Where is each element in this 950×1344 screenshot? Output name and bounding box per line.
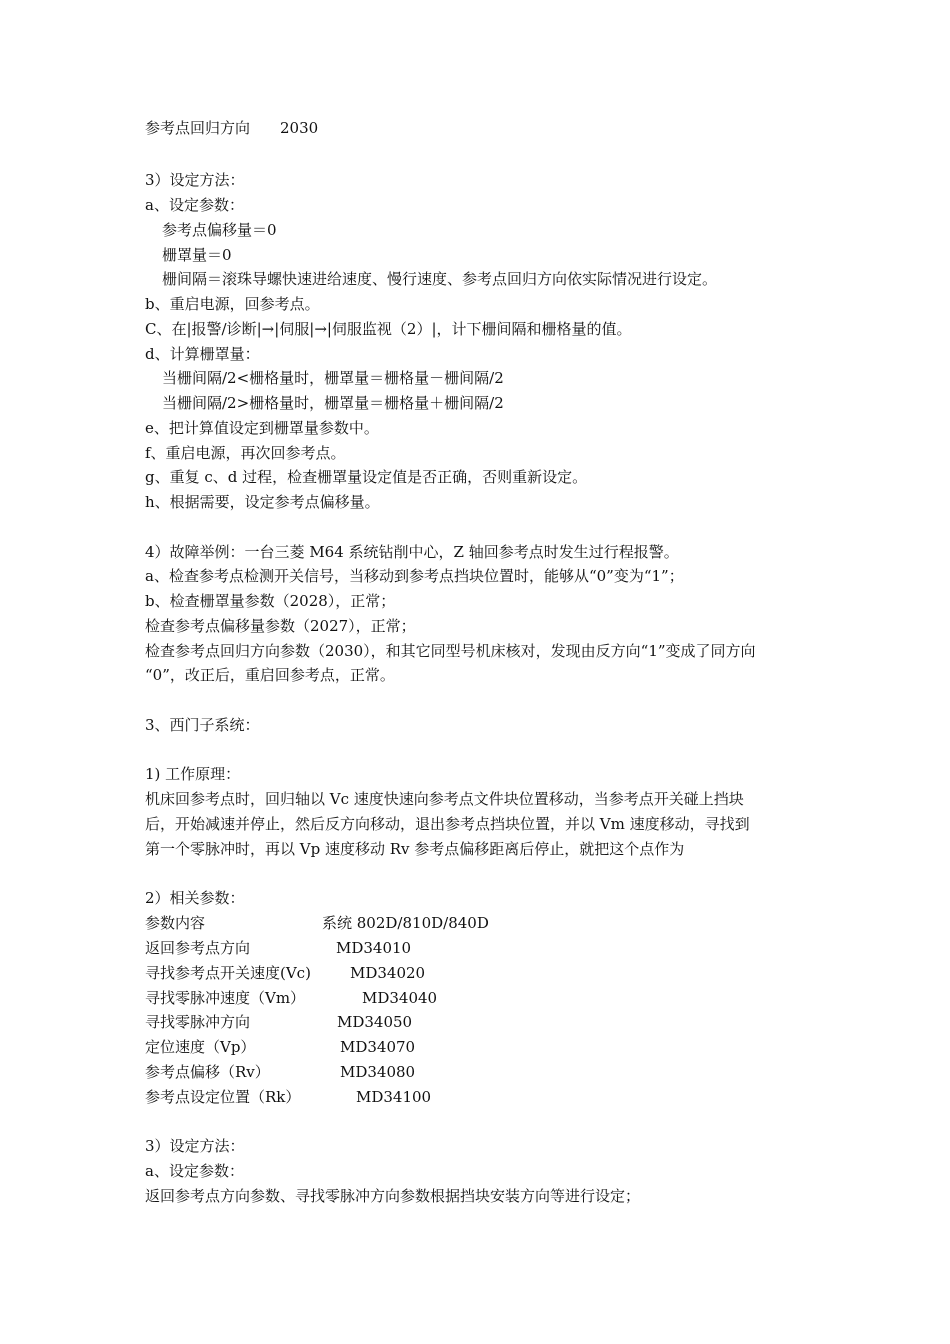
param-name: 参考点设定位置（Rk）	[145, 1088, 301, 1106]
param-name: 参考点偏移（Rv）	[145, 1063, 270, 1081]
param-value: MD34040	[362, 989, 438, 1007]
step-f: f、重启电源，再次回参考点。	[145, 444, 346, 462]
formula-1: 当栅间隔/2<栅格量时，栅罩量＝栅格量－栅间隔/2	[162, 369, 504, 387]
section-3-title: 3）设定方法：	[145, 171, 245, 189]
principle-title: 1) 工作原理：	[145, 765, 241, 783]
setting-line-1: 返回参考点方向参数、寻找零脉冲方向参数根据挡块安装方向等进行设定；	[145, 1187, 641, 1205]
check-offset: 检查参考点偏移量参数（2027），正常；	[145, 617, 416, 635]
formula-2: 当栅间隔/2>栅格量时，栅罩量＝栅格量＋栅间隔/2	[162, 394, 504, 412]
ref-offset-line: 参考点偏移量＝0	[162, 221, 277, 239]
param-value: MD34010	[336, 939, 412, 957]
param-name: 寻找零脉冲速度（Vm）	[145, 989, 306, 1007]
principle-line-2: 后，开始减速并停止，然后反方向移动，退出参考点挡块位置，并以 Vm 速度移动，寻找到	[145, 815, 750, 833]
step-b: b、重启电源，回参考点。	[145, 295, 320, 313]
param-value: MD34100	[356, 1088, 432, 1106]
section-4-title: 4）故障举例：一台三菱 M64 系统钻削中心，Z 轴回参考点时发生过行程报警。	[145, 543, 679, 561]
param-value: MD34050	[337, 1013, 413, 1031]
params-header-name: 参数内容	[145, 914, 206, 932]
param-name: 定位速度（Vp）	[145, 1038, 256, 1056]
ref-dir-header: 参考点回归方向 2030	[145, 119, 319, 137]
param-name: 寻找零脉冲方向	[145, 1013, 251, 1031]
param-value: MD34020	[350, 964, 426, 982]
param-name: 寻找参考点开关速度(Vc)	[145, 964, 311, 982]
grid-mask-line: 栅罩量＝0	[162, 246, 232, 264]
check-b: b、检查栅罩量参数（2028），正常；	[145, 592, 396, 610]
principle-line-3: 第一个零脉冲时，再以 Vp 速度移动 Rv 参考点偏移距离后停止，就把这个点作为	[145, 840, 685, 858]
principle-line-1: 机床回参考点时，回归轴以 Vc 速度快速向参考点文件块位置移动，当参考点开关碰上挡块	[145, 790, 744, 808]
param-value: MD34070	[340, 1038, 416, 1056]
params-header-value: 系统 802D/810D/840D	[322, 914, 489, 932]
siemens-title: 3、西门子系统：	[145, 716, 260, 734]
step-a: a、设定参数：	[145, 196, 244, 214]
step-e: e、把计算值设定到栅罩量参数中。	[145, 419, 379, 437]
check-dir-cont: “0”，改正后，重启回参考点，正常。	[145, 666, 395, 684]
step-d: d、计算栅罩量：	[145, 345, 260, 363]
check-dir: 检查参考点回归方向参数（2030），和其它同型号机床核对，发现由反方向“1”变成了同方向	[145, 642, 756, 660]
step-c: C、在|报警/诊断|→|伺服|→|伺服监视（2）|，计下栅间隔和栅格量的值。	[145, 320, 632, 338]
check-a: a、检查参考点检测开关信号，当移动到参考点挡块位置时，能够从“0”变为“1”；	[145, 567, 684, 585]
params-title: 2）相关参数：	[145, 889, 245, 907]
setting-step-a: a、设定参数：	[145, 1162, 244, 1180]
step-h: h、根据需要，设定参考点偏移量。	[145, 493, 380, 511]
grid-interval-line: 栅间隔＝滚珠导螺快速进给速度、慢行速度、参考点回归方向依实际情况进行设定。	[162, 270, 718, 288]
step-g: g、重复 c、d 过程，检查栅罩量设定值是否正确，否则重新设定。	[145, 468, 588, 486]
param-name: 返回参考点方向	[145, 939, 251, 957]
setting-title: 3）设定方法：	[145, 1137, 245, 1155]
param-value: MD34080	[340, 1063, 416, 1081]
